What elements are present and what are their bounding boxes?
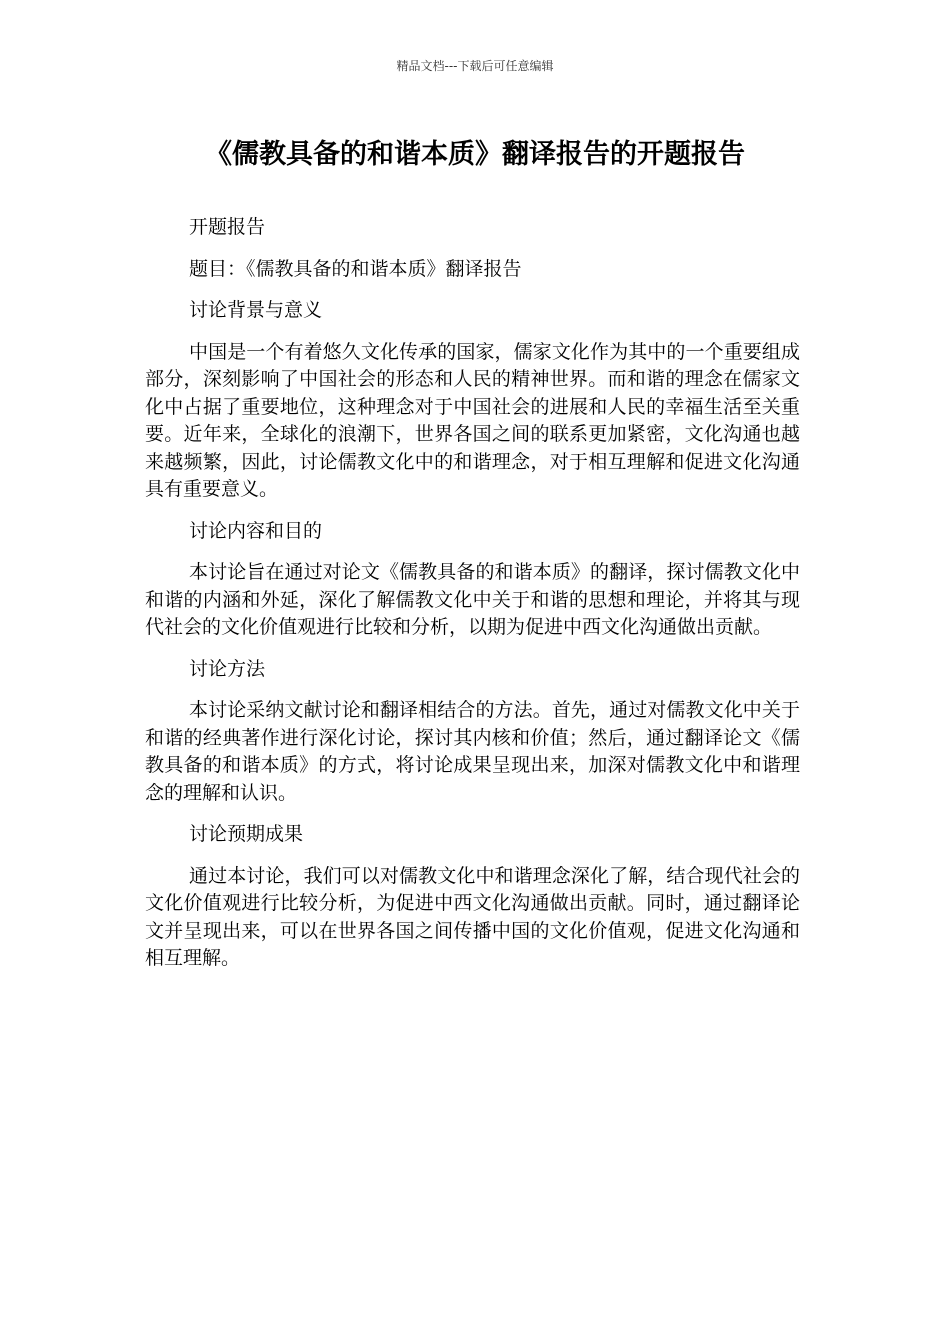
method-heading: 讨论方法: [189, 657, 266, 680]
method-paragraph: 本讨论采纳文献讨论和翻译相结合的方法。首先，通过对儒教文化中关于和谐的经典著作进行深化讨论，探讨其内核和价值；然后，通过翻译论文《儒教具备的和谐本质》的方式，将讨论成果呈现出来，加深对儒教文化中和谐理念的理解和认识。: [145, 699, 800, 804]
expected-heading: 讨论预期成果: [189, 823, 304, 845]
document-body: [145, 214, 800, 987]
document-title: 《儒教具备的和谐本质》翻译报告的开题报告: [205, 139, 745, 170]
topic-line: 题目：《儒教具备的和谐本质》翻译报告: [189, 257, 522, 280]
expected-paragraph: 通过本讨论，我们可以对儒教文化中和谐理念深化了解，结合现代社会的文化价值观进行比较分析，为促进中西文化沟通做出贡献。同时，通过翻译论文并呈现出来，可以在世界各国之间传播中国的文化价值观，促进文化沟通和相互理解。: [145, 864, 800, 969]
content-paragraph: 本讨论旨在通过对论文《儒教具备的和谐本质》的翻译，探讨儒教文化中和谐的内涵和外延，深化了解儒教文化中关于和谐的思想和理论，并将其与现代社会的文化价值观进行比较和分析，以期为促进中西文化沟通做出贡献。: [145, 561, 800, 638]
report-label: 开题报告: [189, 216, 266, 238]
content-heading: 讨论内容和目的: [189, 519, 323, 542]
background-paragraph: 中国是一个有着悠久文化传承的国家，儒家文化作为其中的一个重要组成部分，深刻影响了中国社会的形态和人民的精神世界。而和谐的理念在儒家文化中占据了重要地位，这种理念对于中国社会的进展和人民的幸福生活至关重要。近年来，全球化的浪潮下，世界各国之间的联系更加紧密，文化沟通也越来越频繁，因此，讨论儒教文化中的和谐理念，对于相互理解和促进文化沟通具有重要意义。: [145, 340, 800, 500]
header-note: 精品文档---下载后可任意编辑: [396, 59, 554, 73]
background-heading: 讨论背景与意义: [189, 299, 323, 321]
